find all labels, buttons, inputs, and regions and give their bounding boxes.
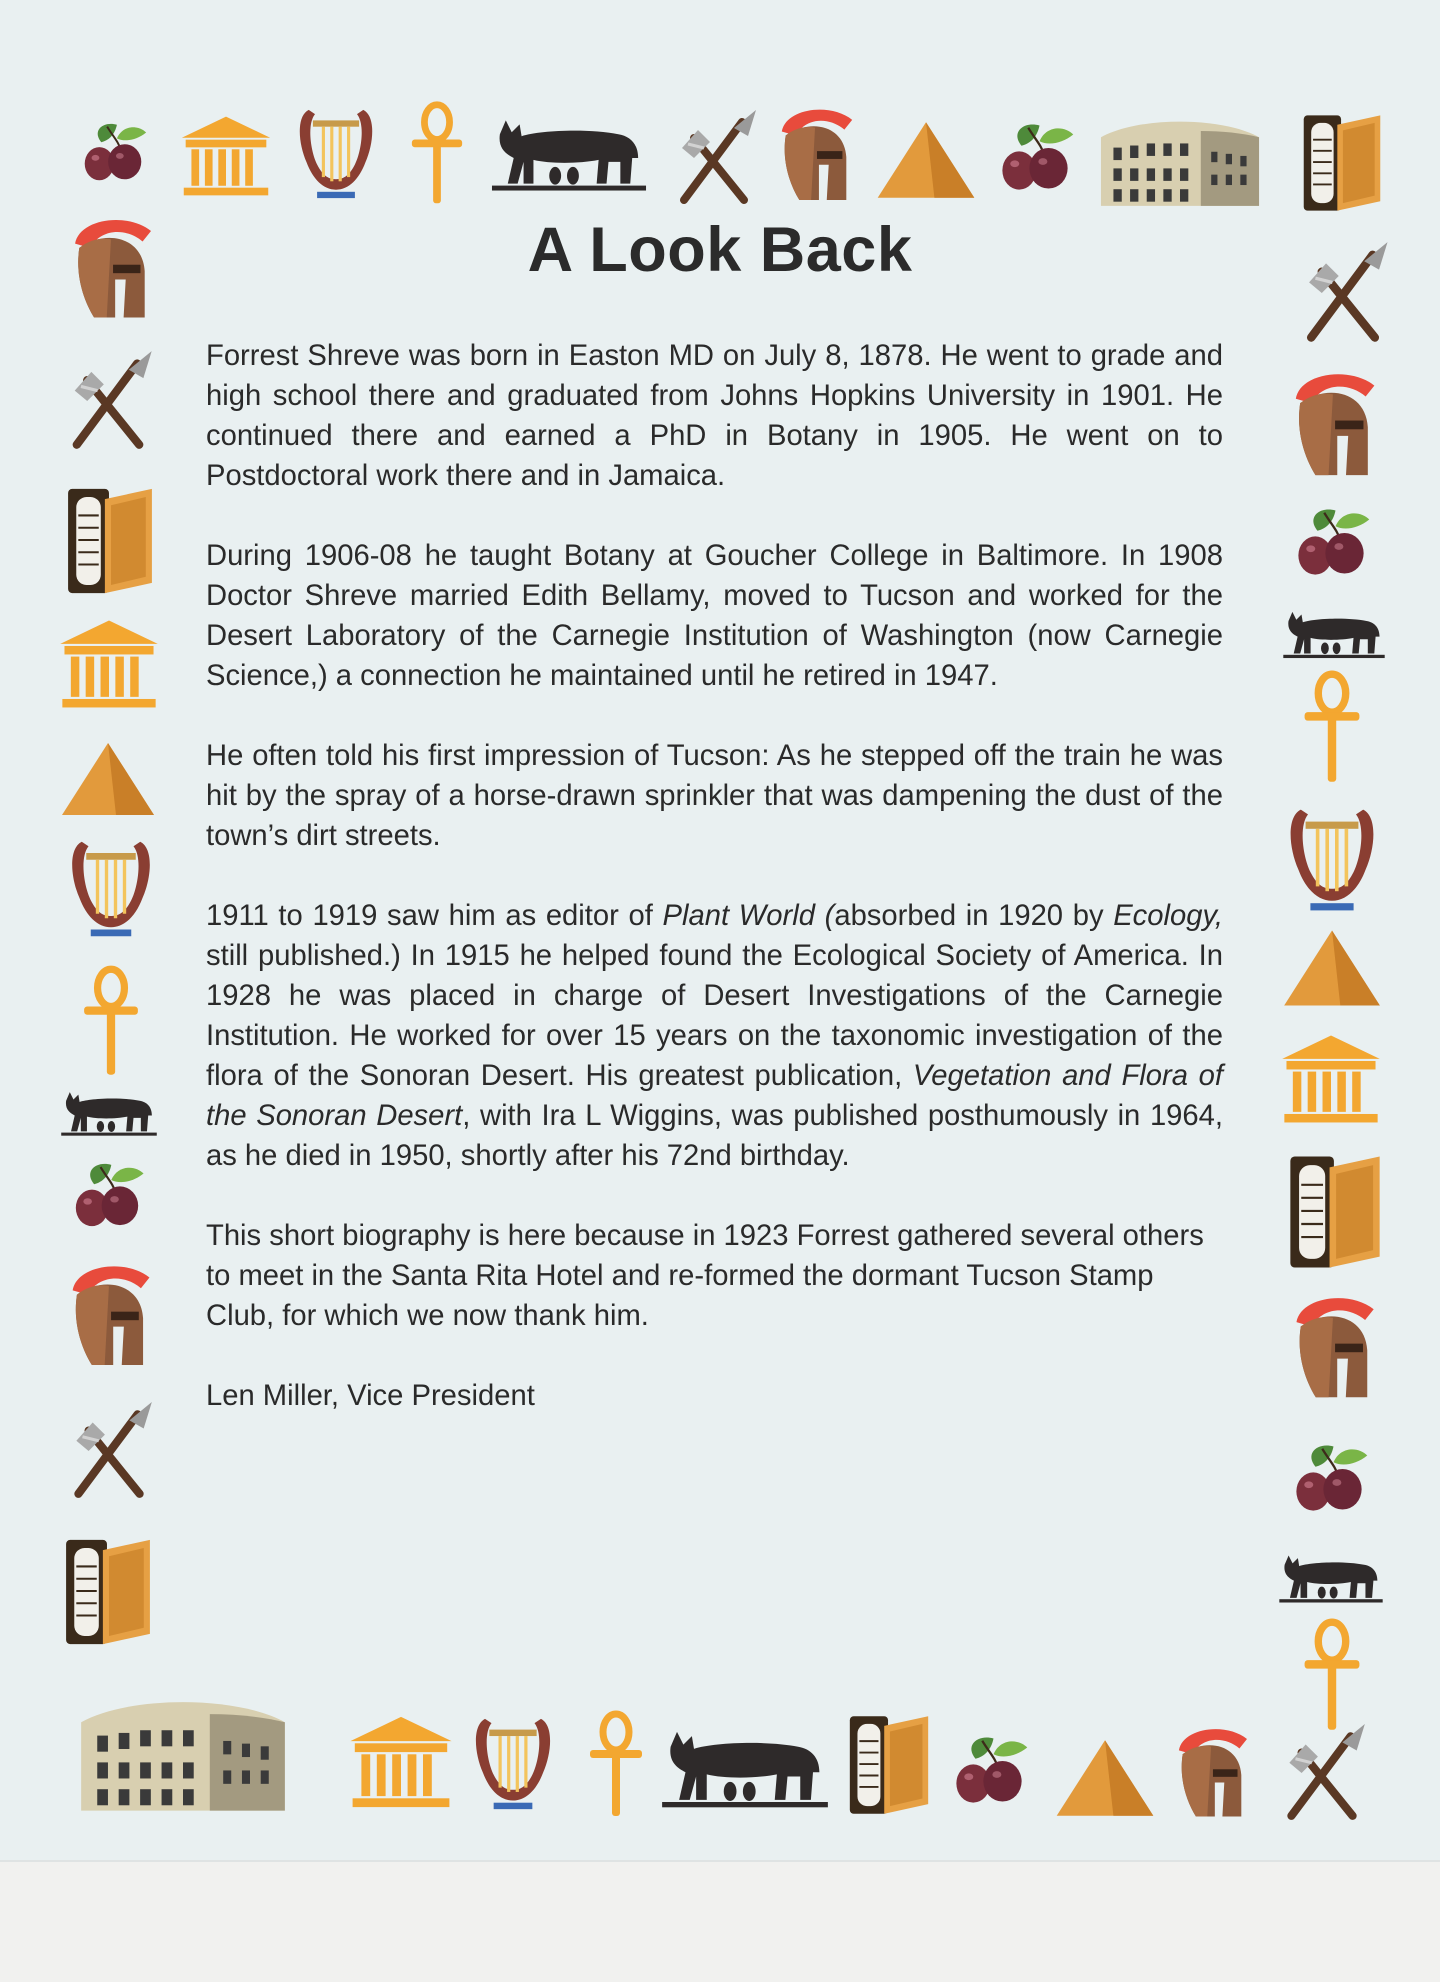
greek-temple-icon — [56, 614, 162, 714]
paragraph-3 — [206, 736, 1223, 856]
pyramid-icon — [58, 738, 158, 820]
sarcophagus-icon — [64, 480, 156, 602]
lyre-icon — [1284, 800, 1380, 920]
ankh-icon — [1300, 1618, 1364, 1734]
she-wolf-icon — [60, 1084, 158, 1142]
olive-branch-icon — [1284, 1430, 1374, 1526]
she-wolf-icon — [660, 1720, 830, 1816]
pyramid-icon — [1052, 1736, 1158, 1820]
spartan-helmet-icon — [1284, 1290, 1384, 1408]
colosseum-icon — [1090, 106, 1270, 210]
olive-branch-icon — [990, 112, 1080, 202]
paragraph-text: He often told his first impression of Tucson: As he stepped off the train he was hit by the spray of a horse-drawn sprinkler that was dampening the dust of the town’s dirt streets. — [206, 740, 1223, 852]
paragraph-5 — [206, 1216, 1223, 1336]
spartan-helmet-icon — [1284, 366, 1384, 486]
greek-temple-icon — [346, 1710, 456, 1814]
paragraph-text: 1911 to 1919 saw him as editor of — [206, 900, 663, 932]
signature: Len Miller, Vice President — [206, 1380, 535, 1412]
paragraph-text: absorbed in 1920 by — [834, 900, 1114, 932]
pickaxe-spear-icon — [664, 108, 764, 208]
greek-temple-icon — [178, 110, 274, 202]
she-wolf-icon — [490, 110, 648, 198]
spartan-helmet-icon — [1168, 1722, 1256, 1826]
she-wolf-icon — [1282, 602, 1386, 666]
lyre-icon — [66, 830, 156, 948]
article-body — [206, 336, 1223, 1416]
olive-branch-icon — [64, 1150, 150, 1240]
olive-branch-icon — [1286, 494, 1376, 590]
greek-temple-icon — [1278, 1026, 1384, 1132]
paragraph-text: still published.) In 1915 he helped found the Ecological Society of America. In 1928 he was placed in charge of Desert Investigations of the Carnegie Institution. He worked for over 15 years on the taxonomic investigation of the flora of the Sonoran Desert. His greatest publication, — [206, 940, 1223, 1092]
lyre-icon — [470, 1706, 556, 1822]
italic-title-plant-world: Plant World ( — [662, 900, 835, 932]
olive-branch-icon — [944, 1722, 1034, 1818]
ankh-icon — [1300, 670, 1364, 786]
pyramid-icon — [1280, 926, 1384, 1010]
sarcophagus-icon — [1300, 108, 1384, 218]
ankh-icon — [408, 100, 466, 208]
paragraph-4 — [206, 896, 1223, 1176]
spartan-helmet-icon — [64, 212, 160, 328]
paragraph-text: , with Ira L Wiggins, was published posthumously in 1964, as he died in 1950, shortly after his 72nd birthday. — [206, 1100, 1223, 1172]
sarcophagus-icon — [846, 1710, 932, 1820]
paragraph-1 — [206, 336, 1223, 496]
sarcophagus-icon — [62, 1532, 154, 1652]
sarcophagus-icon — [1286, 1150, 1384, 1274]
lyre-icon — [294, 100, 378, 208]
pickaxe-spear-icon — [1290, 220, 1396, 366]
pickaxe-spear-icon — [1270, 1722, 1374, 1824]
colosseum-icon — [52, 1682, 314, 1816]
paragraph-text: During 1906-08 he taught Botany at Goucher College in Baltimore. In 1908 Doctor Shreve married Edith Bellamy, moved to Tucson and worked for the Desert Laboratory of the Carnegie Institution of Washington (now Carnegie Science,) a connection he maintained until he retired in 1947. — [206, 540, 1223, 692]
paragraph-text: This short biography is here because in 1923 Forrest gathered several others to meet in the Santa Rita Hotel and re-formed the dormant Tucson Stamp Club, for which we now thank him. — [206, 1220, 1204, 1332]
page-title: A Look Back — [527, 215, 913, 285]
paragraph-text: Forrest Shreve was born in Easton MD on July 8, 1878. He went to grade and high school there and graduated from Johns Hopkins University in 1901. He continued there and earned a PhD in Botany in 1905. He went on to Postdoctoral work there and in Jamaica. — [206, 340, 1223, 492]
page-edge — [0, 1860, 1440, 1862]
pyramid-icon — [872, 118, 980, 202]
italic-title-vegetation-flora: Vegetation and Flora of the Sonoran Desert — [206, 1060, 1223, 1132]
spartan-helmet-icon — [62, 1258, 158, 1376]
ankh-icon — [586, 1710, 646, 1820]
pickaxe-spear-icon — [56, 326, 160, 476]
spartan-helmet-icon — [772, 102, 860, 210]
italic-title-ecology: Ecology, — [1113, 900, 1223, 932]
pickaxe-spear-icon — [58, 1376, 160, 1526]
olive-branch-icon — [74, 112, 152, 192]
ankh-icon — [80, 964, 142, 1080]
she-wolf-icon — [1278, 1546, 1384, 1610]
paragraph-2 — [206, 536, 1223, 696]
